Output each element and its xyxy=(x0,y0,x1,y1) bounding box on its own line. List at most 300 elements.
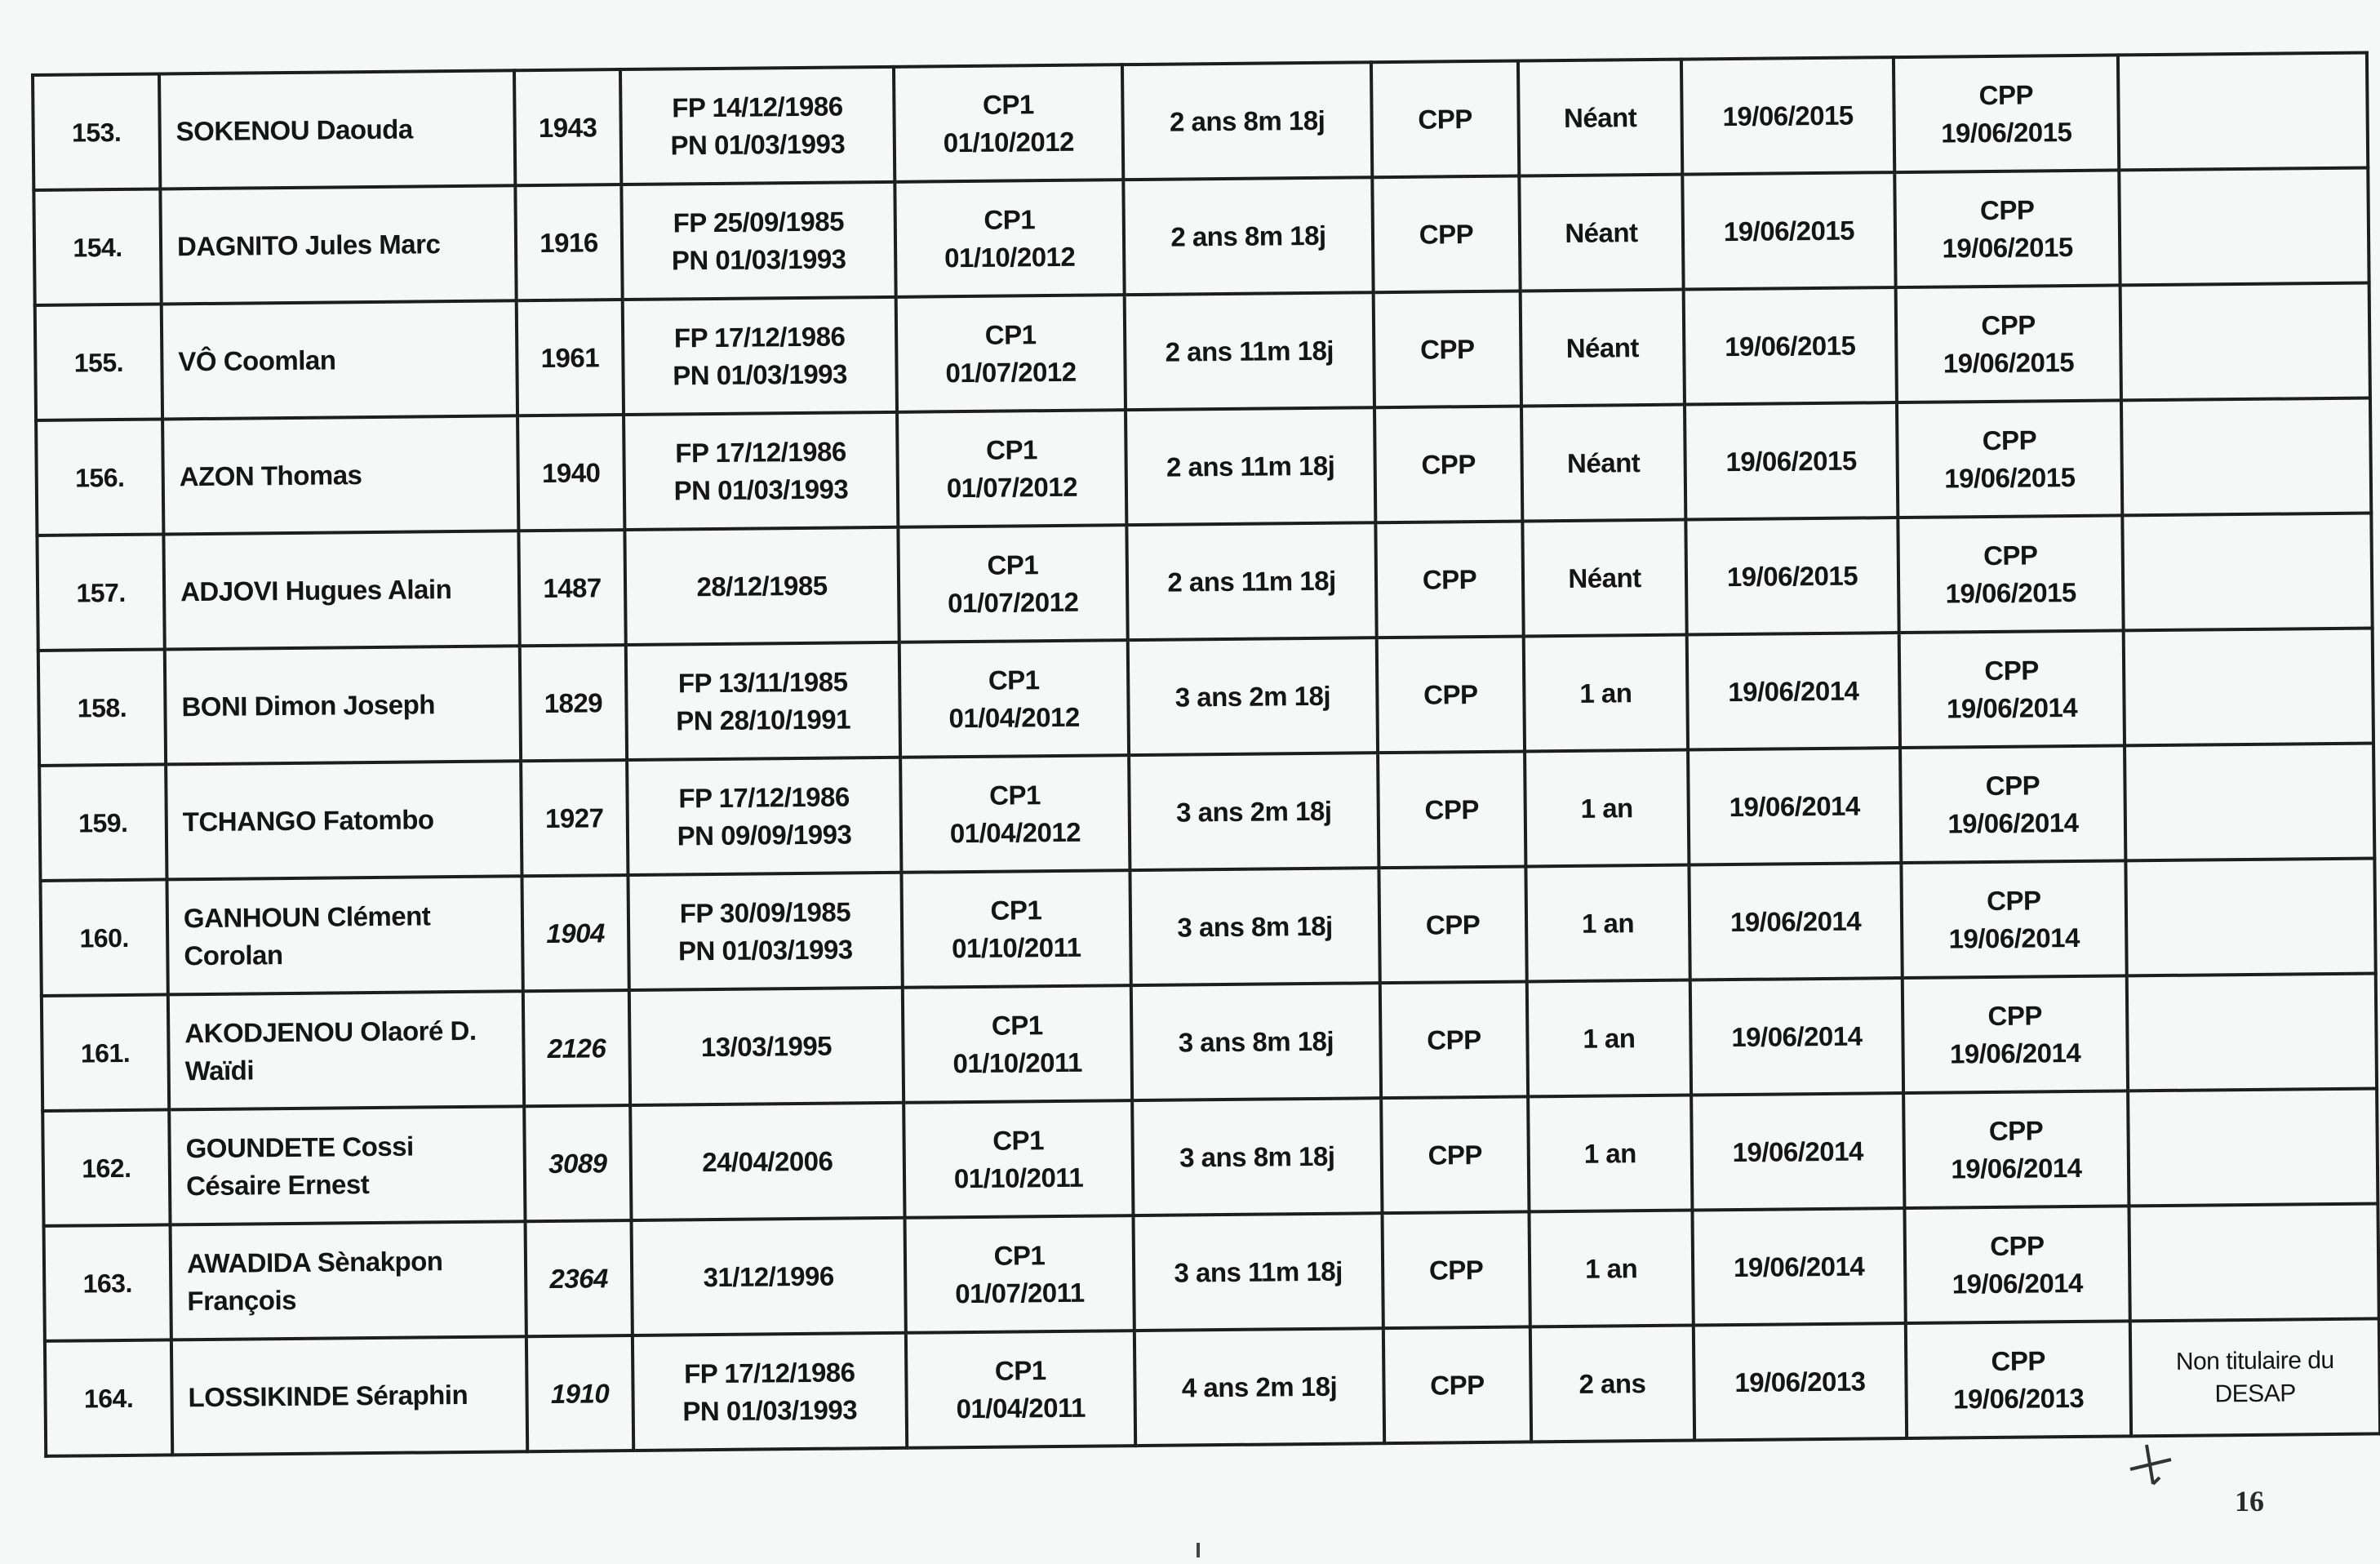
row-number: 153. xyxy=(71,117,122,148)
current-grade: CP1 xyxy=(989,779,1041,811)
seniority-duration-cell xyxy=(1128,638,1378,755)
entry-dates: FP 14/12/1986 xyxy=(672,90,843,122)
bonus-cell xyxy=(1521,405,1685,522)
row-number-cell xyxy=(42,1109,170,1225)
employee-name-cell xyxy=(171,1336,527,1455)
seniority-duration-cell xyxy=(1126,522,1376,640)
current-grade: 01/10/2012 xyxy=(943,126,1075,158)
seniority-duration: 3 ans 8m 18j xyxy=(1177,910,1333,943)
observation-cell xyxy=(2130,1318,2380,1436)
promotion-date: 19/06/2014 xyxy=(1729,905,1862,937)
register-number: 2126 xyxy=(547,1032,606,1064)
current-grade-cell xyxy=(894,64,1123,182)
promotion-result-cell xyxy=(1903,975,2128,1093)
current-grade: CP1 xyxy=(992,1124,1045,1156)
seniority-duration: 3 ans 2m 18j xyxy=(1175,795,1332,828)
entry-dates: PN 01/03/1993 xyxy=(671,242,846,275)
next-grade-cell xyxy=(1377,636,1525,753)
entry-dates: FP 17/12/1986 xyxy=(675,435,846,468)
promotion-result: CPP xyxy=(1986,884,2041,916)
bonus-cell xyxy=(1522,520,1686,637)
next-grade: CPP xyxy=(1427,1024,1481,1055)
next-grade: CPP xyxy=(1428,1254,1484,1286)
bonus-cell xyxy=(1521,290,1685,407)
entry-dates-cell xyxy=(632,1218,906,1335)
register-number-cell xyxy=(518,530,625,646)
employee-name: AZON Thomas xyxy=(179,459,362,491)
employee-name: LOSSIKINDE Séraphin xyxy=(188,1379,468,1412)
employee-name-cell xyxy=(171,1221,526,1340)
row-number: 164. xyxy=(83,1383,134,1413)
row-number-cell xyxy=(33,189,161,304)
register-number-cell xyxy=(526,1220,633,1336)
observation-cell xyxy=(2120,283,2370,401)
entry-dates: FP 17/12/1986 xyxy=(683,1356,855,1388)
table-row xyxy=(38,628,2373,765)
promotion-result: 19/06/2014 xyxy=(1947,806,2079,838)
promotion-date-cell xyxy=(1684,287,1897,404)
current-grade-cell xyxy=(904,1100,1133,1218)
entry-dates: PN 09/09/1993 xyxy=(677,818,852,851)
observation-cell xyxy=(2122,513,2372,631)
promotion-result: 19/06/2014 xyxy=(1949,1037,2081,1069)
entry-dates: PN 01/03/1993 xyxy=(682,1393,858,1426)
entry-dates-cell xyxy=(624,527,899,645)
current-grade-cell xyxy=(898,525,1127,642)
bonus: 1 an xyxy=(1580,792,1633,824)
promotion-date-cell xyxy=(1692,1208,1905,1325)
promotion-result: 19/06/2014 xyxy=(1946,691,2078,724)
promotion-date-cell xyxy=(1691,1093,1904,1210)
current-grade: CP1 xyxy=(991,1009,1043,1041)
employee-name-cell xyxy=(166,761,522,879)
current-grade: CP1 xyxy=(990,894,1042,926)
register-number-cell xyxy=(522,875,628,991)
seniority-duration: 3 ans 8m 18j xyxy=(1178,1025,1334,1058)
table-row xyxy=(36,398,2371,535)
employee-name: TCHANGO Fatombo xyxy=(182,803,434,837)
current-grade: 01/10/2011 xyxy=(953,1162,1084,1193)
entry-dates: FP 17/12/1986 xyxy=(678,780,850,813)
register-number-cell xyxy=(517,300,624,415)
entry-dates-cell xyxy=(621,182,895,300)
observation-cell xyxy=(2125,858,2375,975)
seniority-duration-cell xyxy=(1129,753,1379,870)
seniority-duration-cell xyxy=(1133,1213,1383,1331)
observation-cell xyxy=(2118,53,2368,171)
current-grade-cell xyxy=(899,640,1129,758)
promotion-date: 19/06/2015 xyxy=(1723,215,1855,247)
current-grade: 01/07/2012 xyxy=(946,471,1078,503)
row-number: 155. xyxy=(73,347,124,378)
observation-cell xyxy=(2121,398,2371,516)
employee-name: VÔ Coomlan xyxy=(178,344,336,376)
seniority-duration: 3 ans 8m 18j xyxy=(1179,1140,1335,1173)
register-number-cell xyxy=(515,184,622,300)
promotion-result: 19/06/2015 xyxy=(1944,461,2076,494)
observation-cell xyxy=(2124,628,2373,745)
promotion-date-cell xyxy=(1682,172,1895,289)
promotion-date: 19/06/2015 xyxy=(1726,560,1858,592)
bonus: Néant xyxy=(1565,216,1638,248)
next-grade-cell xyxy=(1379,866,1526,983)
next-grade: CPP xyxy=(1421,448,1476,480)
bonus: 2 ans xyxy=(1579,1367,1646,1399)
entry-dates: FP 30/09/1985 xyxy=(679,895,851,928)
promotion-result: 19/06/2015 xyxy=(1941,116,2072,149)
seniority-duration-cell xyxy=(1131,983,1381,1100)
current-grade-cell xyxy=(906,1331,1135,1448)
employee-name: AKODJENOU Olaoré D. Waïdi xyxy=(184,1015,477,1086)
observation: Non titulaire du DESAP xyxy=(2175,1346,2334,1407)
promotion-date: 19/06/2014 xyxy=(1728,675,1859,707)
entry-dates: PN 01/03/1993 xyxy=(673,358,848,390)
next-grade: CPP xyxy=(1423,678,1478,710)
entry-dates-cell xyxy=(626,642,900,760)
entry-dates: PN 28/10/1991 xyxy=(676,703,851,735)
next-grade-cell xyxy=(1378,751,1525,868)
register-number: 1943 xyxy=(538,111,597,143)
seniority-duration-cell xyxy=(1123,177,1373,295)
current-grade-cell xyxy=(901,870,1130,988)
promotion-result: 19/06/2013 xyxy=(1952,1382,2085,1414)
promotion-date-cell xyxy=(1685,402,1898,519)
register-number: 1904 xyxy=(546,917,606,949)
register-number-cell xyxy=(526,1335,633,1451)
promotion-result: 19/06/2015 xyxy=(1943,346,2075,379)
seniority-duration: 4 ans 2m 18j xyxy=(1181,1371,1338,1403)
register-number-cell xyxy=(520,645,627,761)
promotion-date: 19/06/2013 xyxy=(1734,1366,1866,1397)
seniority-duration-cell xyxy=(1134,1328,1384,1446)
promotion-result: CPP xyxy=(1987,999,2043,1031)
current-grade: CP1 xyxy=(993,1239,1046,1271)
seniority-duration-cell xyxy=(1132,1098,1382,1215)
entry-dates: PN 01/03/1993 xyxy=(673,473,849,505)
row-number-cell xyxy=(33,73,160,189)
next-grade-cell xyxy=(1371,61,1519,178)
seniority-duration-cell xyxy=(1130,868,1379,985)
next-grade: CPP xyxy=(1424,793,1480,825)
register-number-cell xyxy=(524,1105,631,1221)
promotion-result: 19/06/2015 xyxy=(1942,231,2073,264)
paraph-mark xyxy=(2122,1437,2179,1486)
bonus: 1 an xyxy=(1581,907,1635,939)
row-number: 162. xyxy=(82,1153,131,1183)
next-grade-cell xyxy=(1374,291,1521,407)
promotion-result-cell xyxy=(1898,515,2123,633)
next-grade: CPP xyxy=(1422,563,1477,595)
row-number-cell xyxy=(35,304,162,420)
bonus: Néant xyxy=(1566,447,1641,478)
observation-cell xyxy=(2127,973,2377,1091)
table-row xyxy=(33,53,2368,190)
observation-cell xyxy=(2128,1088,2378,1206)
employee-name: GOUNDETE Cossi Césaire Ernest xyxy=(185,1131,414,1201)
register-number-cell xyxy=(517,415,624,531)
register-number: 1940 xyxy=(541,456,601,488)
promotion-date-cell xyxy=(1690,978,1903,1095)
row-number: 163. xyxy=(82,1268,133,1298)
current-grade: CP1 xyxy=(985,433,1037,465)
promotion-result-cell xyxy=(1906,1321,2131,1438)
entry-dates: 28/12/1985 xyxy=(696,570,828,602)
bonus: Néant xyxy=(1565,331,1640,363)
current-grade-cell xyxy=(895,180,1124,297)
register-number: 1961 xyxy=(540,341,600,373)
register-number: 1829 xyxy=(544,686,603,718)
row-number-cell xyxy=(40,879,167,995)
row-number: 160. xyxy=(79,922,129,953)
row-number-cell xyxy=(45,1340,172,1455)
promotion-result: 19/06/2014 xyxy=(1952,1267,2084,1299)
promotion-date: 19/06/2014 xyxy=(1733,1251,1865,1282)
page-number: 16 xyxy=(2235,1485,2264,1517)
promotion-date: 19/06/2015 xyxy=(1725,445,1857,477)
current-grade: CP1 xyxy=(982,88,1034,120)
seniority-duration: 3 ans 11m 18j xyxy=(1174,1255,1343,1288)
promotion-date: 19/06/2014 xyxy=(1731,1020,1863,1052)
promotion-result: CPP xyxy=(1981,309,2036,340)
bonus: 1 an xyxy=(1583,1137,1636,1169)
observation-cell xyxy=(2125,743,2374,860)
promotion-date-cell xyxy=(1681,57,1894,174)
entry-dates: FP 13/11/1985 xyxy=(677,665,848,698)
promotion-result-cell xyxy=(1894,55,2119,172)
row-number-cell xyxy=(36,419,163,535)
promotion-date: 19/06/2015 xyxy=(1722,100,1854,131)
promotion-result: CPP xyxy=(1979,193,2035,225)
register-number: 1910 xyxy=(550,1377,610,1409)
promotion-result: 19/06/2014 xyxy=(1948,922,2080,953)
register-number: 1927 xyxy=(544,802,604,833)
current-grade: 01/04/2011 xyxy=(956,1392,1086,1424)
bonus-cell xyxy=(1529,1211,1693,1327)
entry-dates: 13/03/1995 xyxy=(700,1030,833,1062)
register-number: 1916 xyxy=(539,226,598,258)
bonus: Néant xyxy=(1568,562,1641,593)
entry-dates-cell xyxy=(630,1103,904,1220)
register-number: 2364 xyxy=(549,1262,609,1294)
promotion-result-cell xyxy=(1897,400,2122,518)
employee-name-cell xyxy=(167,876,522,994)
employee-name: ADJOVI Hugues Alain xyxy=(180,573,452,606)
next-grade-cell xyxy=(1372,176,1520,293)
bonus: Néant xyxy=(1563,101,1637,133)
row-number: 158. xyxy=(77,692,127,722)
promotion-date-cell xyxy=(1694,1323,1907,1440)
entry-dates: PN 01/03/1993 xyxy=(670,127,846,160)
current-grade: 01/10/2011 xyxy=(952,1046,1083,1078)
entry-dates: 24/04/2006 xyxy=(702,1145,833,1177)
entry-dates-cell xyxy=(620,67,895,184)
promotion-result-cell xyxy=(1896,285,2121,402)
table-row xyxy=(45,1318,2380,1455)
entry-dates: PN 01/03/1993 xyxy=(677,933,853,966)
row-number: 159. xyxy=(78,807,128,838)
row-number-cell xyxy=(38,649,166,765)
bonus-cell xyxy=(1525,865,1690,982)
register-number-cell xyxy=(514,69,621,185)
employee-name: BONI Dimon Joseph xyxy=(181,688,436,722)
bonus: 1 an xyxy=(1583,1022,1636,1054)
next-grade: CPP xyxy=(1418,103,1472,135)
row-number-cell xyxy=(44,1224,171,1340)
current-grade-cell xyxy=(896,295,1126,412)
entry-dates-cell xyxy=(629,988,904,1105)
bonus-cell xyxy=(1519,175,1683,291)
row-number: 161. xyxy=(80,1037,131,1068)
employee-name-cell xyxy=(168,991,524,1109)
row-number: 157. xyxy=(76,577,126,607)
seniority-duration: 2 ans 11m 18j xyxy=(1166,450,1335,482)
current-grade: 01/07/2012 xyxy=(945,356,1077,388)
current-grade: CP1 xyxy=(994,1354,1046,1386)
employee-name-cell xyxy=(169,1106,525,1224)
promotion-result: 19/06/2015 xyxy=(1945,576,2076,609)
employee-name: GANHOUN Clément Corolan xyxy=(183,900,431,971)
observation-cell xyxy=(2129,1203,2378,1321)
current-grade: CP1 xyxy=(984,203,1036,235)
table-row xyxy=(42,973,2377,1110)
employee-name: DAGNITO Jules Marc xyxy=(176,228,441,261)
current-grade: CP1 xyxy=(987,549,1039,580)
next-grade-cell xyxy=(1375,521,1523,638)
next-grade-cell xyxy=(1381,1096,1529,1213)
table-row xyxy=(42,1088,2378,1225)
bonus-cell xyxy=(1524,635,1688,752)
next-grade: CPP xyxy=(1425,909,1481,940)
employee-name-cell xyxy=(162,300,517,419)
promotion-result: CPP xyxy=(1984,654,2039,686)
promotion-date-cell xyxy=(1687,633,1900,749)
document-page xyxy=(31,51,2379,1502)
employee-name-cell xyxy=(159,70,515,189)
table-row xyxy=(35,283,2370,420)
row-number-cell xyxy=(37,534,164,650)
entry-dates: FP 25/09/1985 xyxy=(673,205,845,238)
register-number: 3089 xyxy=(548,1147,607,1179)
bonus-cell xyxy=(1528,1095,1692,1212)
current-grade-cell xyxy=(905,1215,1134,1333)
entry-dates-cell xyxy=(633,1333,907,1451)
next-grade-cell xyxy=(1374,406,1522,522)
next-grade-cell xyxy=(1382,1211,1530,1328)
bonus: 1 an xyxy=(1584,1252,1638,1284)
entry-dates: FP 17/12/1986 xyxy=(673,320,846,353)
table-row xyxy=(37,513,2372,651)
promotion-result: 19/06/2014 xyxy=(1951,1152,2082,1184)
current-grade: CP1 xyxy=(988,664,1040,695)
promotion-result: CPP xyxy=(1988,1114,2044,1146)
promotion-result: CPP xyxy=(1985,769,2040,801)
promotion-date: 19/06/2014 xyxy=(1729,790,1860,822)
observation-cell xyxy=(2119,168,2369,286)
current-grade: 01/04/2012 xyxy=(948,701,1080,733)
entry-dates-cell xyxy=(623,297,897,415)
promotion-date-cell xyxy=(1685,518,1898,634)
next-grade-cell xyxy=(1383,1326,1531,1443)
promotion-date-cell xyxy=(1689,863,1902,980)
employee-name: AWADIDA Sènakpon François xyxy=(186,1245,443,1316)
register-number-cell xyxy=(523,990,630,1106)
bonus-cell xyxy=(1530,1326,1694,1442)
promotion-result: CPP xyxy=(1990,1229,2045,1261)
entry-dates-cell xyxy=(624,412,898,530)
employee-name-cell xyxy=(163,531,519,649)
seniority-duration: 2 ans 11m 18j xyxy=(1165,335,1334,367)
row-number-cell xyxy=(39,764,167,880)
promotion-result-cell xyxy=(1899,630,2125,748)
bonus-cell xyxy=(1518,60,1682,176)
next-grade: CPP xyxy=(1430,1369,1485,1401)
promotion-result-cell xyxy=(1901,860,2126,978)
seniority-duration: 3 ans 2m 18j xyxy=(1174,680,1331,713)
next-grade: CPP xyxy=(1428,1139,1483,1171)
promotion-result-cell xyxy=(1900,745,2125,863)
current-grade: 01/04/2012 xyxy=(949,816,1081,848)
current-grade: CP1 xyxy=(984,318,1037,350)
employee-name-cell xyxy=(160,185,516,304)
register-number: 1487 xyxy=(543,571,602,603)
entry-dates-cell xyxy=(628,873,902,990)
table-body xyxy=(33,53,2380,1456)
table-row xyxy=(39,743,2374,880)
seniority-duration: 2 ans 8m 18j xyxy=(1170,220,1326,252)
current-grade-cell xyxy=(903,985,1132,1103)
row-number-cell xyxy=(42,994,169,1110)
employee-name-cell xyxy=(165,646,521,764)
table-row xyxy=(33,168,2369,305)
seniority-duration: 2 ans 11m 18j xyxy=(1167,565,1336,598)
row-number: 154. xyxy=(73,232,122,263)
current-grade-cell xyxy=(900,755,1130,873)
promotion-result: CPP xyxy=(1983,539,2038,571)
table-row xyxy=(40,858,2375,995)
register-number-cell xyxy=(521,760,628,876)
bonus-cell xyxy=(1525,750,1689,867)
bonus: 1 an xyxy=(1579,677,1632,709)
next-grade: CPP xyxy=(1419,218,1474,250)
promotion-result-cell xyxy=(1894,170,2120,287)
row-number: 156. xyxy=(74,462,125,493)
promotion-result: CPP xyxy=(1978,78,2034,110)
promotion-result-cell xyxy=(1903,1091,2129,1208)
current-grade: 01/07/2011 xyxy=(955,1277,1085,1309)
bonus-cell xyxy=(1527,980,1691,1097)
promotion-date: 19/06/2015 xyxy=(1725,330,1856,362)
employee-name: SOKENOU Daouda xyxy=(175,113,413,146)
current-grade: 01/10/2012 xyxy=(944,241,1076,273)
promotion-date-cell xyxy=(1688,748,1901,864)
seniority-duration-cell xyxy=(1125,292,1374,410)
seniority-duration: 2 ans 8m 18j xyxy=(1169,104,1325,137)
current-grade-cell xyxy=(897,410,1126,527)
next-grade-cell xyxy=(1380,981,1528,1098)
personnel-table xyxy=(31,51,2380,1458)
tick-mark xyxy=(1197,1543,1200,1557)
promotion-result: CPP xyxy=(1991,1344,2046,1376)
table-row xyxy=(44,1203,2379,1340)
next-grade: CPP xyxy=(1419,333,1475,365)
employee-name-cell xyxy=(162,415,518,534)
seniority-duration-cell xyxy=(1126,407,1375,525)
seniority-duration-cell xyxy=(1122,62,1372,180)
entry-dates-cell xyxy=(627,758,901,875)
current-grade: 01/07/2012 xyxy=(948,586,1079,618)
promotion-result-cell xyxy=(1904,1206,2129,1323)
promotion-result: CPP xyxy=(1982,424,2037,455)
